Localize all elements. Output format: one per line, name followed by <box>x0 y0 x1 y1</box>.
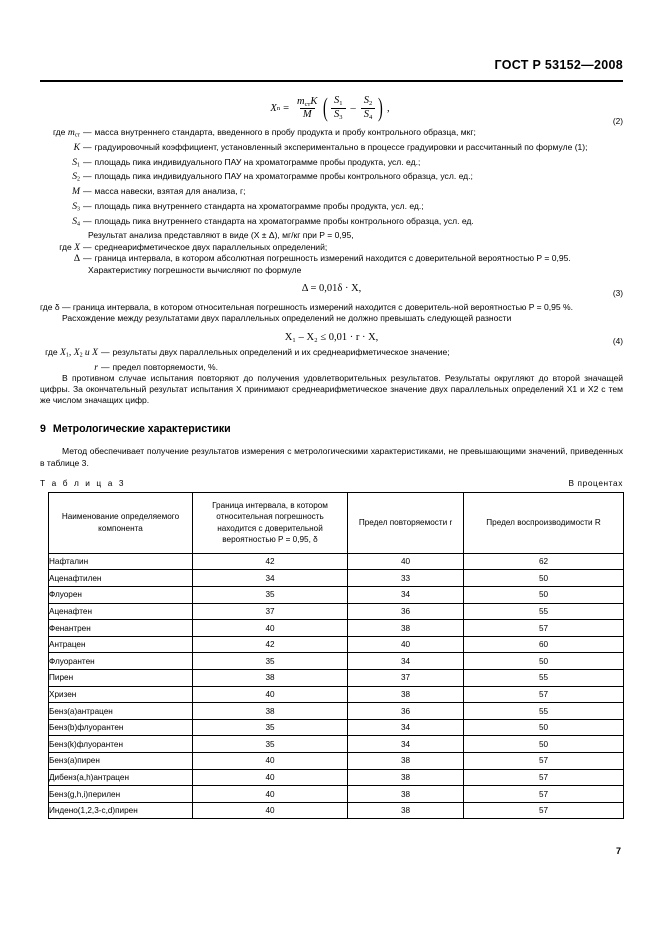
f2-lhs-sub: n <box>276 104 281 112</box>
where-item <box>40 186 623 201</box>
cell-r: 34 <box>348 653 464 670</box>
cell-R: 57 <box>464 753 624 770</box>
where-sym-sub: 1 <box>65 352 69 359</box>
f2-t2-num <box>361 95 376 108</box>
where-sym-char2: , X <box>68 347 80 359</box>
cell-delta: 40 <box>193 753 348 770</box>
where-list-4 <box>40 347 623 406</box>
f2-main-fraction <box>294 96 320 121</box>
f2-lhs: X <box>270 102 277 114</box>
page-number: 7 <box>615 846 621 856</box>
where-definition: предел повторяемости, %. <box>112 361 218 372</box>
cell-r: 38 <box>348 686 464 703</box>
cell-delta: 34 <box>193 570 348 587</box>
cell-R: 57 <box>464 620 624 637</box>
where-definition: среднеарифметическое двух параллельных определений; <box>94 242 328 253</box>
cell-component: Дибенз(a,h)антрацен <box>49 769 193 786</box>
header-rule <box>40 80 623 82</box>
cell-r: 40 <box>348 553 464 570</box>
table-row <box>49 636 624 653</box>
cell-delta: 38 <box>193 703 348 720</box>
where-definition: площадь пика индивидуального ПАУ на хроматограмме пробы контрольного образца, усл. ед.; <box>94 171 473 182</box>
f2-t1-den <box>331 108 346 122</box>
f2-t1n-sub: 1 <box>339 99 343 107</box>
where-dash: — <box>83 171 92 182</box>
cell-R: 50 <box>464 570 624 587</box>
cell-component: Хризен <box>49 686 193 703</box>
where-symbol <box>40 347 98 362</box>
where-symbol <box>40 157 80 172</box>
cell-delta: 35 <box>193 719 348 736</box>
cell-R: 57 <box>464 686 624 703</box>
where-item <box>40 362 623 373</box>
table-row <box>49 620 624 637</box>
cell-component: Бенз(b)флуорантен <box>49 719 193 736</box>
where-item <box>40 347 623 362</box>
cell-R: 50 <box>464 653 624 670</box>
table-body <box>49 553 624 819</box>
cell-component: Флуорантен <box>49 653 193 670</box>
cell-component: Бенз(a)антрацен <box>49 703 193 720</box>
where-definition: площадь пика внутреннего стандарта на хроматограмме пробы продукта, усл. ед.; <box>94 200 424 211</box>
f2-term2 <box>361 95 376 121</box>
f2-t2n-sub: 2 <box>369 99 373 107</box>
table-row <box>49 786 624 803</box>
f2-t1d: S <box>334 108 340 120</box>
f2-denominator: M <box>300 108 315 120</box>
cell-r: 38 <box>348 620 464 637</box>
table-row <box>49 686 624 703</box>
table-row <box>49 736 624 753</box>
cell-delta: 35 <box>193 587 348 604</box>
formula-2 <box>40 90 623 126</box>
f2-t1n: S <box>334 94 340 106</box>
where-symbol <box>40 186 80 201</box>
cell-R: 57 <box>464 786 624 803</box>
cell-R: 50 <box>464 736 624 753</box>
where-sym-char: M <box>72 186 80 197</box>
cell-delta: 42 <box>193 636 348 653</box>
where-dash: — <box>83 141 92 152</box>
where-sym-char: r <box>94 361 98 373</box>
table-row <box>49 653 624 670</box>
metrology-table <box>48 492 624 820</box>
where-sym-sub: 3 <box>77 206 80 213</box>
where-sym-sub: 1 <box>77 162 80 169</box>
cell-component: Бенз(k)флуорантен <box>49 736 193 753</box>
cell-r: 37 <box>348 670 464 687</box>
standard-number: ГОСТ Р 53152—2008 <box>494 58 623 72</box>
table-row <box>49 719 624 736</box>
table-row <box>49 587 624 604</box>
cell-component: Бенз(g,h,i)перилен <box>49 786 193 803</box>
cell-R: 55 <box>464 703 624 720</box>
column-header-delta: Граница интервала, в котором относительная погрешность находится с доверительной вероятностью P = 0,95, δ <box>193 492 348 553</box>
cell-R: 50 <box>464 587 624 604</box>
table-caption <box>40 478 623 488</box>
where-delta-paragraph: где δ — граница интервала, в котором относительная погрешность измерений находится с доверитель-ной вероятностью P = 0,95 %. <box>40 301 574 312</box>
cell-r: 38 <box>348 802 464 819</box>
formula-3 <box>40 280 623 298</box>
f2-paren-close: ) <box>378 93 384 123</box>
f2-tail: , <box>386 102 390 114</box>
where-sym-char: Δ <box>73 253 80 265</box>
cell-R: 57 <box>464 802 624 819</box>
where-list-1 <box>40 127 623 241</box>
cell-R: 55 <box>464 670 624 687</box>
column-header-reproducibility: Предел воспроизводимости R <box>464 492 624 553</box>
f2-minus: – <box>350 102 356 114</box>
cell-r: 40 <box>348 636 464 653</box>
cell-delta: 40 <box>193 786 348 803</box>
cell-delta: 40 <box>193 620 348 637</box>
table-header-row <box>49 492 624 553</box>
page-header <box>40 58 623 75</box>
formula-4 <box>40 328 623 346</box>
table-unit: В процентах <box>568 477 623 488</box>
table-label: Т а б л и ц а 3 <box>40 477 126 488</box>
cell-component: Аценафтилен <box>49 570 193 587</box>
where-dash: — <box>83 127 92 137</box>
f2-t2d: S <box>363 108 370 120</box>
cell-r: 36 <box>348 603 464 620</box>
where-sym-char: X <box>74 242 80 254</box>
column-header-component: Наименование определяемого компонента <box>49 492 193 553</box>
where-sym-char: S <box>72 171 78 183</box>
f2-numerator <box>294 96 320 109</box>
cell-component: Пирен <box>49 670 193 687</box>
cell-R: 55 <box>464 603 624 620</box>
cell-component: Бенз(a)пирен <box>49 753 193 770</box>
cell-r: 36 <box>348 703 464 720</box>
result-statement: Результат анализа представляют в виде (X ± Δ), мг/кг при P = 0,95, <box>88 230 354 241</box>
where-sym-char: S <box>72 200 78 212</box>
cell-r: 38 <box>348 753 464 770</box>
f2-t2n: S <box>363 94 370 106</box>
where-sym-char: m <box>67 127 75 138</box>
cell-r: 38 <box>348 786 464 803</box>
where-sym-char: X <box>60 347 66 359</box>
cell-r: 38 <box>348 769 464 786</box>
formula-3-number: (3) <box>612 287 623 298</box>
cell-delta: 37 <box>193 603 348 620</box>
where-symbol <box>40 127 80 142</box>
where-sym-sub: 4 <box>77 221 80 228</box>
cell-component: Аценафтен <box>49 603 193 620</box>
cell-component: Нафталин <box>49 553 193 570</box>
repeat-test-paragraph: В противном случае испытания повторяют до получения удовлетворительных результатов. Результаты округляют до второй значащей цифры. За окончательный результат испытания X принимают среднеарифметическое значение двух параллельных определений X1 и X2 с тем же числом значащих цифр. <box>40 372 623 406</box>
cell-delta: 40 <box>193 769 348 786</box>
f2-t2-den <box>361 108 376 122</box>
section-paragraph: Метод обеспечивает получение результатов измерения с метрологическими характеристиками, не превышающими значений, приведенных в таблице 3. <box>40 446 623 468</box>
formula-2-expression <box>270 95 392 121</box>
cell-R: 60 <box>464 636 624 653</box>
section-title: Метрологические характеристики <box>52 423 231 436</box>
where-definition: граница интервала, в котором абсолютная погрешность измерений находится с доверительной вероятностью P = 0,95. <box>94 253 571 264</box>
table-row <box>49 802 624 819</box>
table-row <box>49 670 624 687</box>
where-lead: где <box>52 127 66 137</box>
f2-t1-num <box>331 95 346 108</box>
formula-2-number: (2) <box>612 116 623 126</box>
cell-component: Антрацен <box>49 636 193 653</box>
where-definition: результаты двух параллельных определений и их среднеарифметическое значение; <box>112 347 450 358</box>
where-definition: площадь пика индивидуального ПАУ на хроматограмме пробы продукта, усл. ед.; <box>94 156 421 167</box>
where-definition: масса навески, взятая для анализа, г; <box>94 186 246 196</box>
where-item <box>40 157 623 172</box>
where-symbol <box>40 142 80 157</box>
cell-delta: 35 <box>193 736 348 753</box>
where-dash: — <box>83 242 92 253</box>
where-symbol <box>40 242 80 253</box>
formula-4-number: (4) <box>612 336 623 347</box>
formula-3-expression: Δ = 0,01δ · X, <box>301 283 362 295</box>
f2-num-m: m <box>297 95 305 107</box>
cell-delta: 38 <box>193 670 348 687</box>
divergence-paragraph: Расхождение между результатами двух параллельных определений не должно превышать следующей разности <box>62 312 512 323</box>
cell-R: 50 <box>464 719 624 736</box>
cell-r: 34 <box>348 587 464 604</box>
where-dash: — <box>83 215 92 226</box>
where-dash: — <box>83 253 92 264</box>
f2-term1 <box>331 95 346 121</box>
where-symbol <box>40 171 80 186</box>
where-list-2 <box>40 242 623 275</box>
formula-4-expression: X₁ – X₂ ≤ 0,01 · r · X, <box>284 331 379 343</box>
error-characteristic-statement: Характеристику погрешности вычисляют по формуле <box>88 264 302 275</box>
table-row <box>49 753 624 770</box>
where-item <box>40 216 623 231</box>
table-row <box>49 703 624 720</box>
where-sym-tail: и X <box>82 347 98 359</box>
where-sym-char: S <box>72 215 78 227</box>
cell-component: Индено(1,2,3-c,d)пирен <box>49 802 193 819</box>
where-dash: — <box>101 361 110 372</box>
where-item <box>40 171 623 186</box>
where-symbol <box>40 362 98 373</box>
cell-component: Флуорен <box>49 587 193 604</box>
where-dash: — <box>101 347 110 358</box>
where-dash: — <box>83 200 92 211</box>
where-item <box>40 242 623 253</box>
where-dash: — <box>83 156 92 167</box>
cell-r: 34 <box>348 736 464 753</box>
f2-num-sub: ст <box>304 100 311 108</box>
table-row <box>49 570 624 587</box>
f2-num-k: K <box>310 95 318 107</box>
where-item <box>40 127 623 142</box>
cell-delta: 42 <box>193 553 348 570</box>
table-row <box>49 553 624 570</box>
cell-component: Фенантрен <box>49 620 193 637</box>
where-item <box>40 201 623 216</box>
where-item <box>40 253 623 264</box>
cell-delta: 40 <box>193 686 348 703</box>
where-symbol <box>40 253 80 264</box>
cell-r: 33 <box>348 570 464 587</box>
where-symbol <box>40 216 80 231</box>
where-definition: площадь пика внутреннего стандарта на хроматограмме пробы контрольного образца, усл. ед. <box>94 215 474 226</box>
where-sym-sub: ст <box>74 132 80 139</box>
where-item <box>40 142 623 157</box>
cell-R: 57 <box>464 769 624 786</box>
cell-r: 34 <box>348 719 464 736</box>
where-sym-char: S <box>72 156 78 168</box>
where-sym-char: K <box>73 141 80 153</box>
cell-delta: 35 <box>193 653 348 670</box>
cell-delta: 40 <box>193 802 348 819</box>
f2-t2d-sub: 4 <box>369 113 373 121</box>
where-definition: масса внутреннего стандарта, введенного в пробу продукта и пробу контрольного образца, мкг; <box>94 127 476 137</box>
where-sym-sub2: 2 <box>79 352 83 359</box>
where-sym-sub: 2 <box>77 176 80 183</box>
table-row <box>49 603 624 620</box>
f2-paren-open: ( <box>323 93 329 123</box>
f2-t1d-sub: 3 <box>339 113 343 121</box>
where-lead: где <box>45 347 58 358</box>
where-dash: — <box>83 186 92 196</box>
section-number: 9 <box>40 423 46 436</box>
where-definition: градуировочный коэффициент, установленный экспериментально в процессе градуировки и рассчитанный по формуле (1); <box>94 141 588 152</box>
f2-equals: = <box>283 102 290 114</box>
where-lead: где <box>59 242 72 253</box>
table-row <box>49 769 624 786</box>
section-heading <box>40 423 623 435</box>
where-symbol <box>40 201 80 216</box>
column-header-repeatability: Предел повторяемости r <box>348 492 464 553</box>
cell-R: 62 <box>464 553 624 570</box>
document-content <box>40 88 623 819</box>
